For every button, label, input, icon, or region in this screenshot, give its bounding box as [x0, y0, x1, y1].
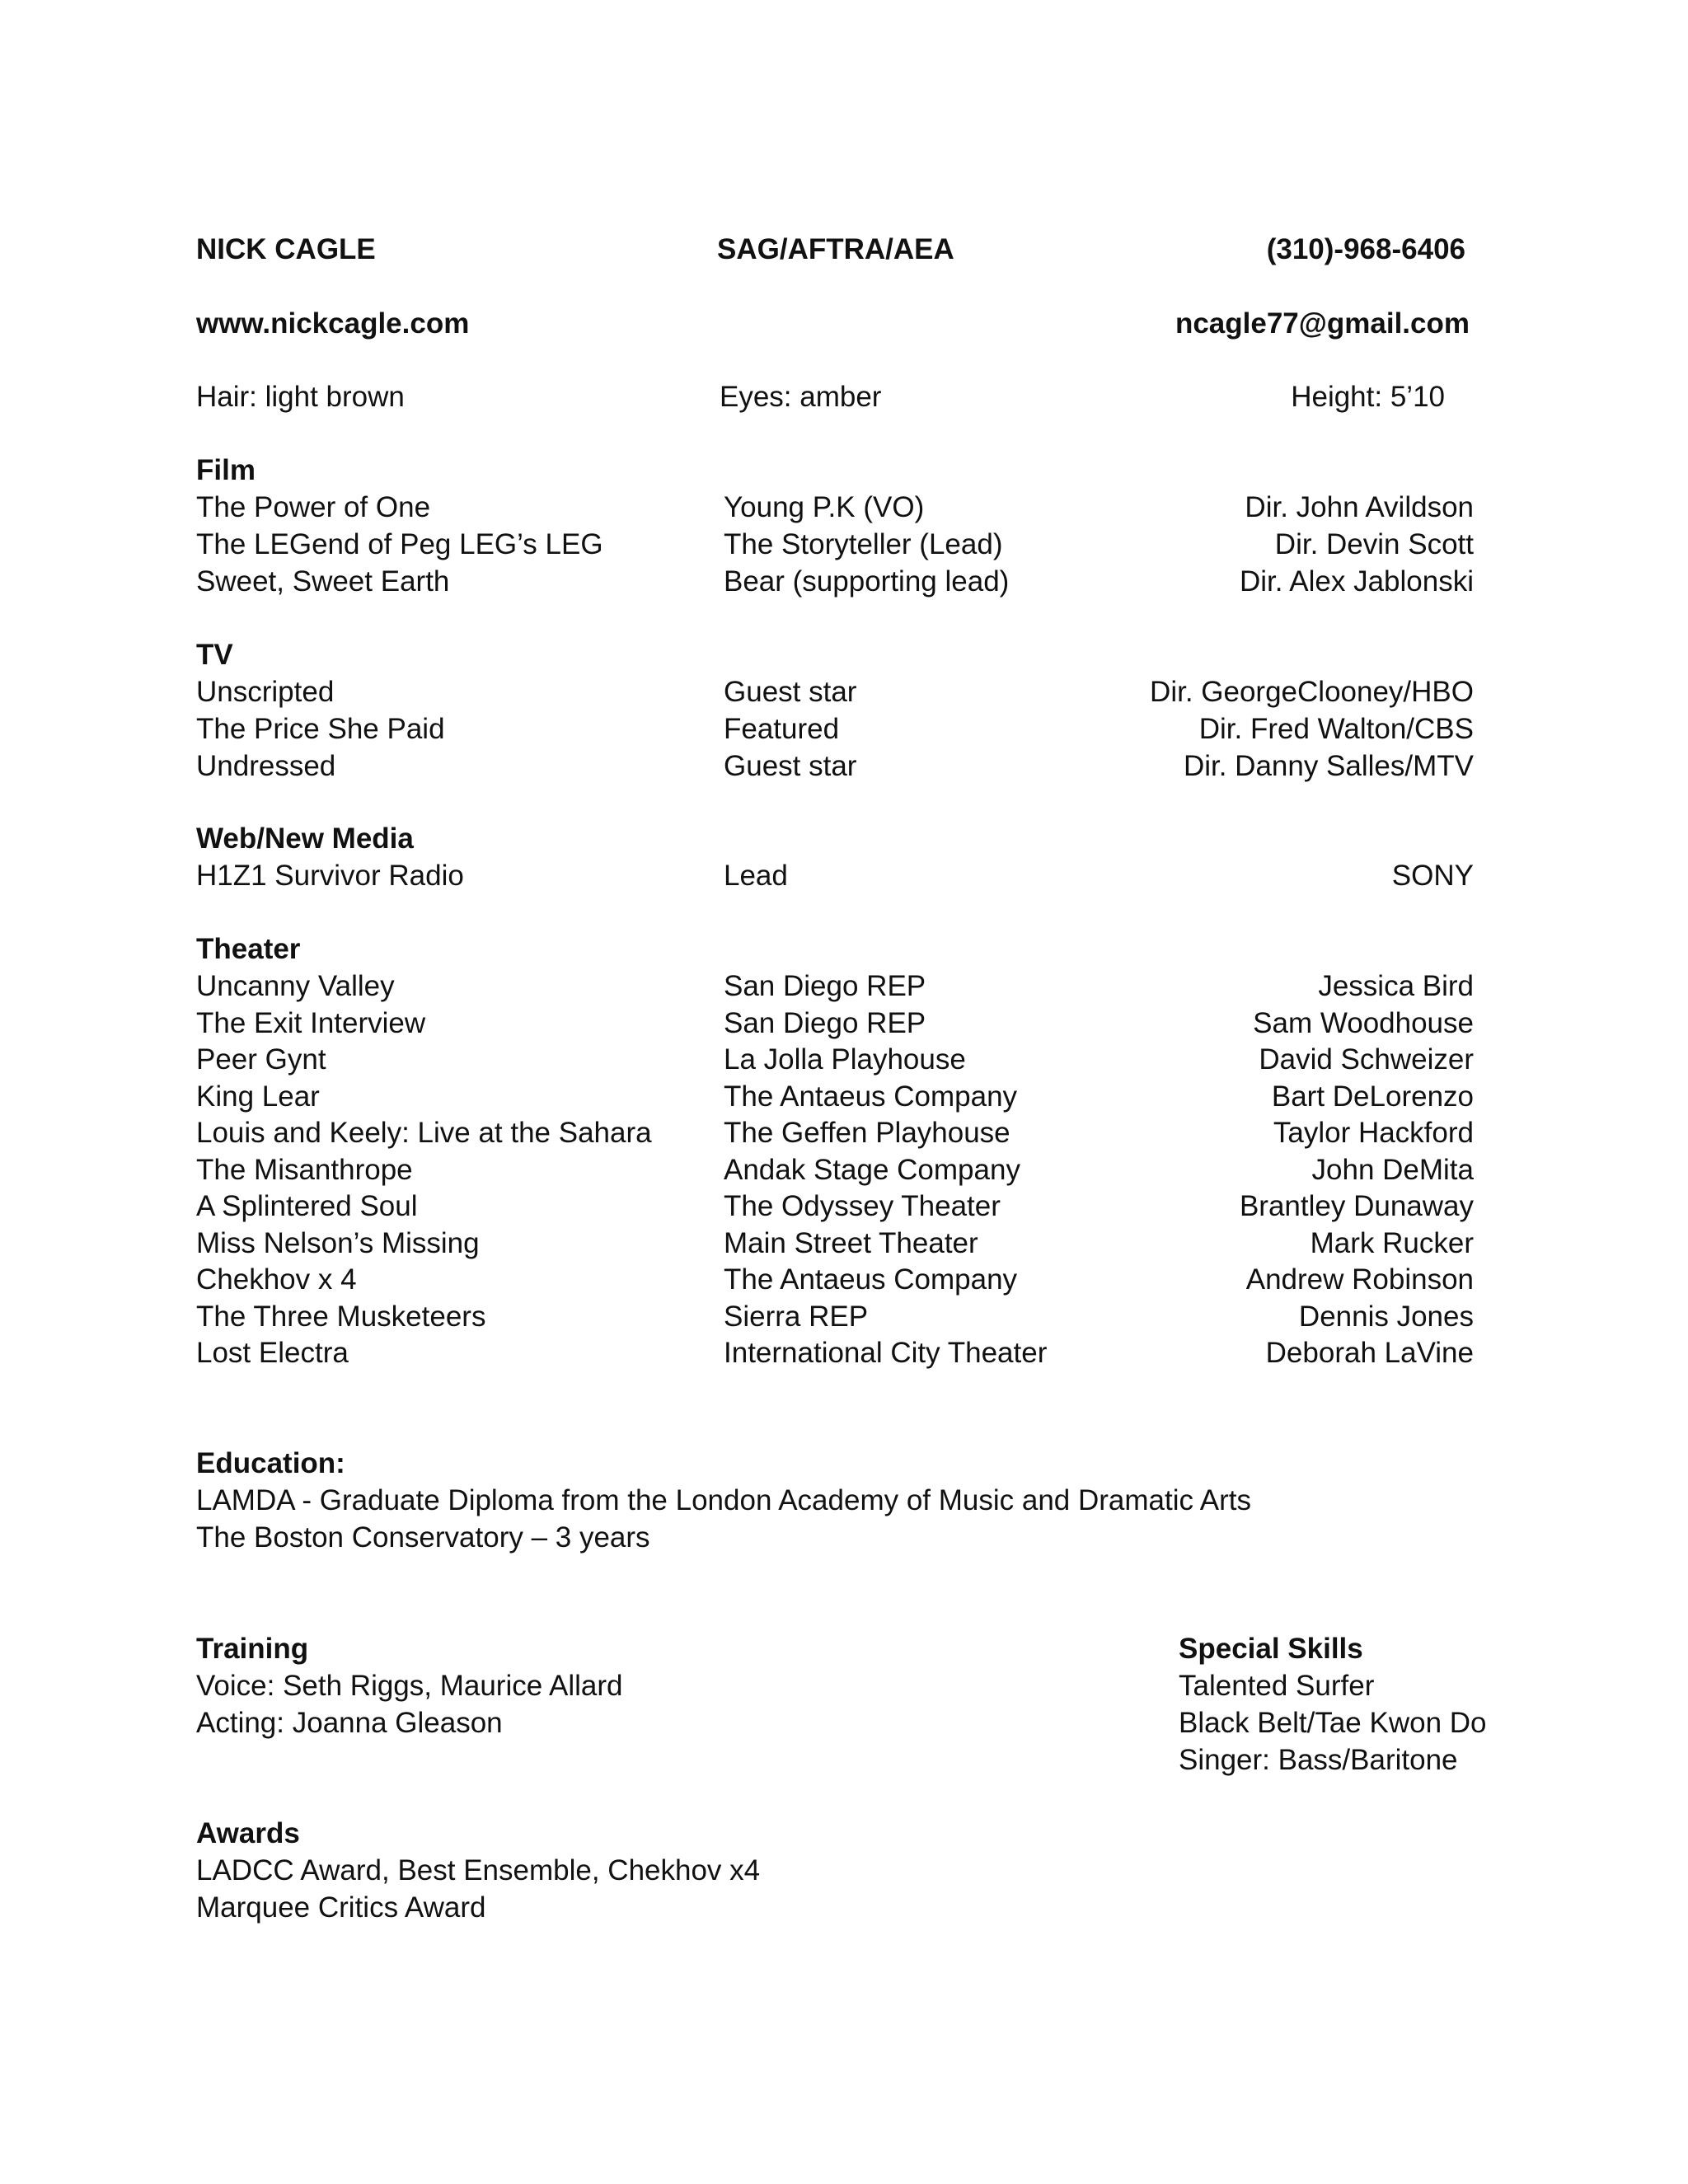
education-heading: Education:	[196, 1447, 345, 1479]
theater-credit-role: International City Theater	[724, 1337, 1048, 1369]
theater-credit-role: The Geffen Playhouse	[724, 1117, 1010, 1149]
theater-credit-role: Main Street Theater	[724, 1226, 978, 1259]
header-row-contact	[196, 306, 1474, 342]
theater-credit-row	[196, 1299, 1474, 1335]
theater-heading: Theater	[196, 933, 301, 965]
skills-heading: Special Skills	[1179, 1633, 1363, 1665]
theater-credit-director: John DeMita	[1311, 1153, 1474, 1186]
film-credit-row	[196, 490, 1474, 526]
theater-credit-row	[196, 1005, 1474, 1042]
height: Height: 5’10	[1291, 381, 1445, 413]
theater-credit-role: Sierra REP	[724, 1300, 869, 1333]
tv-credit-row	[196, 748, 1474, 785]
theater-credit-role: San Diego REP	[724, 1006, 926, 1039]
theater-credit-role: Andak Stage Company	[724, 1153, 1020, 1186]
theater-credit-title: Louis and Keely: Live at the Sahara	[196, 1117, 652, 1149]
theater-credit-row	[196, 1188, 1474, 1225]
film-heading: Film	[196, 454, 256, 486]
film-credit-director: Dir. Devin Scott	[1274, 528, 1474, 560]
hair-color: Hair: light brown	[196, 381, 405, 413]
theater-credit-director: Mark Rucker	[1310, 1226, 1474, 1259]
film-credit-role: Young P.K (VO)	[724, 491, 925, 523]
theater-credit-role: San Diego REP	[724, 970, 926, 1002]
actor-name: NICK CAGLE	[196, 233, 376, 265]
film-credit-director: Dir. Alex Jablonski	[1239, 565, 1474, 598]
theater-credit-title: Miss Nelson’s Missing	[196, 1226, 480, 1259]
theater-credit-director: Jessica Bird	[1318, 970, 1474, 1002]
film-credit-row	[196, 564, 1474, 600]
theater-credit-title: Chekhov x 4	[196, 1263, 357, 1296]
theater-credit-role: The Odyssey Theater	[724, 1190, 1001, 1222]
tv-credit-role: Guest star	[724, 676, 857, 708]
theater-credit-title: A Splintered Soul	[196, 1190, 418, 1222]
theater-credit-row	[196, 1079, 1474, 1115]
header-row-name	[196, 232, 1474, 268]
theater-credit-title: The Three Musketeers	[196, 1300, 486, 1333]
training-line: Acting: Joanna Gleason	[196, 1707, 503, 1739]
theater-credit-director: Dennis Jones	[1298, 1300, 1474, 1333]
theater-credit-director: Taylor Hackford	[1273, 1117, 1474, 1149]
theater-credit-row	[196, 968, 1474, 1005]
film-credit-title: The LEGend of Peg LEG’s LEG	[196, 528, 603, 560]
theater-credit-director: Andrew Robinson	[1245, 1263, 1474, 1296]
theater-credit-row	[196, 1042, 1474, 1078]
skills-line: Singer: Bass/Baritone	[1179, 1744, 1458, 1776]
theater-credit-title: The Exit Interview	[196, 1006, 426, 1039]
theater-credit-director: Sam Woodhouse	[1253, 1006, 1474, 1039]
skills-line: Black Belt/Tae Kwon Do	[1179, 1707, 1487, 1739]
website-link[interactable]: www.nickcagle.com	[196, 307, 470, 340]
union-affiliations: SAG/AFTRA/AEA	[717, 233, 954, 265]
film-credit-title: The Power of One	[196, 491, 431, 523]
theater-credit-role: The Antaeus Company	[724, 1263, 1018, 1296]
web-credit-director: SONY	[1391, 860, 1474, 892]
email-link[interactable]: ncagle77@gmail.com	[1175, 307, 1470, 340]
theater-credit-row	[196, 1152, 1474, 1188]
tv-credit-director: Dir. Danny Salles/MTV	[1183, 750, 1474, 782]
training-heading: Training	[196, 1633, 309, 1665]
theater-credit-director: Deborah LaVine	[1265, 1337, 1474, 1369]
web-heading: Web/New Media	[196, 823, 414, 855]
tv-credit-title: Unscripted	[196, 676, 335, 708]
tv-credit-director: Dir. Fred Walton/CBS	[1198, 713, 1474, 745]
awards-line: Marquee Critics Award	[196, 1891, 486, 1924]
education-line: LAMDA - Graduate Diploma from the London Academy of Music and Dramatic Arts	[196, 1484, 1252, 1516]
theater-credit-row	[196, 1115, 1474, 1151]
theater-credit-title: Peer Gynt	[196, 1043, 326, 1076]
web-credit-role: Lead	[724, 860, 788, 892]
tv-credit-row	[196, 674, 1474, 710]
film-credit-title: Sweet, Sweet Earth	[196, 565, 450, 598]
theater-credit-director: David Schweizer	[1259, 1043, 1474, 1076]
header-row-stats	[196, 379, 1474, 415]
tv-credit-row	[196, 711, 1474, 748]
theater-credit-row	[196, 1335, 1474, 1371]
theater-credit-director: Bart DeLorenzo	[1271, 1080, 1474, 1113]
theater-credit-title: Uncanny Valley	[196, 970, 395, 1002]
web-credit-row	[196, 858, 1474, 894]
film-credit-role: Bear (supporting lead)	[724, 565, 1010, 598]
education-line: The Boston Conservatory – 3 years	[196, 1521, 650, 1554]
tv-credit-director: Dir. GeorgeClooney/HBO	[1150, 676, 1474, 708]
tv-credit-role: Guest star	[724, 750, 857, 782]
film-credit-row	[196, 527, 1474, 563]
awards-heading: Awards	[196, 1817, 300, 1849]
eye-color: Eyes: amber	[720, 381, 882, 413]
film-credit-director: Dir. John Avildson	[1245, 491, 1474, 523]
skills-line: Talented Surfer	[1179, 1670, 1375, 1702]
training-line: Voice: Seth Riggs, Maurice Allard	[196, 1670, 623, 1702]
phone-number: (310)-968-6406	[1266, 233, 1465, 265]
theater-credit-title: King Lear	[196, 1080, 320, 1113]
tv-credit-role: Featured	[724, 713, 840, 745]
theater-credit-role: La Jolla Playhouse	[724, 1043, 966, 1076]
theater-credit-row	[196, 1226, 1474, 1262]
tv-credit-title: The Price She Paid	[196, 713, 445, 745]
film-credit-role: The Storyteller (Lead)	[724, 528, 1003, 560]
theater-credit-title: Lost Electra	[196, 1337, 349, 1369]
theater-credit-director: Brantley Dunaway	[1239, 1190, 1474, 1222]
web-credit-title: H1Z1 Survivor Radio	[196, 860, 464, 892]
theater-credit-role: The Antaeus Company	[724, 1080, 1018, 1113]
theater-credit-row	[196, 1262, 1474, 1298]
tv-credit-title: Undressed	[196, 750, 336, 782]
awards-line: LADCC Award, Best Ensemble, Chekhov x4	[196, 1854, 761, 1886]
tv-heading: TV	[196, 639, 233, 671]
theater-credit-title: The Misanthrope	[196, 1153, 413, 1186]
